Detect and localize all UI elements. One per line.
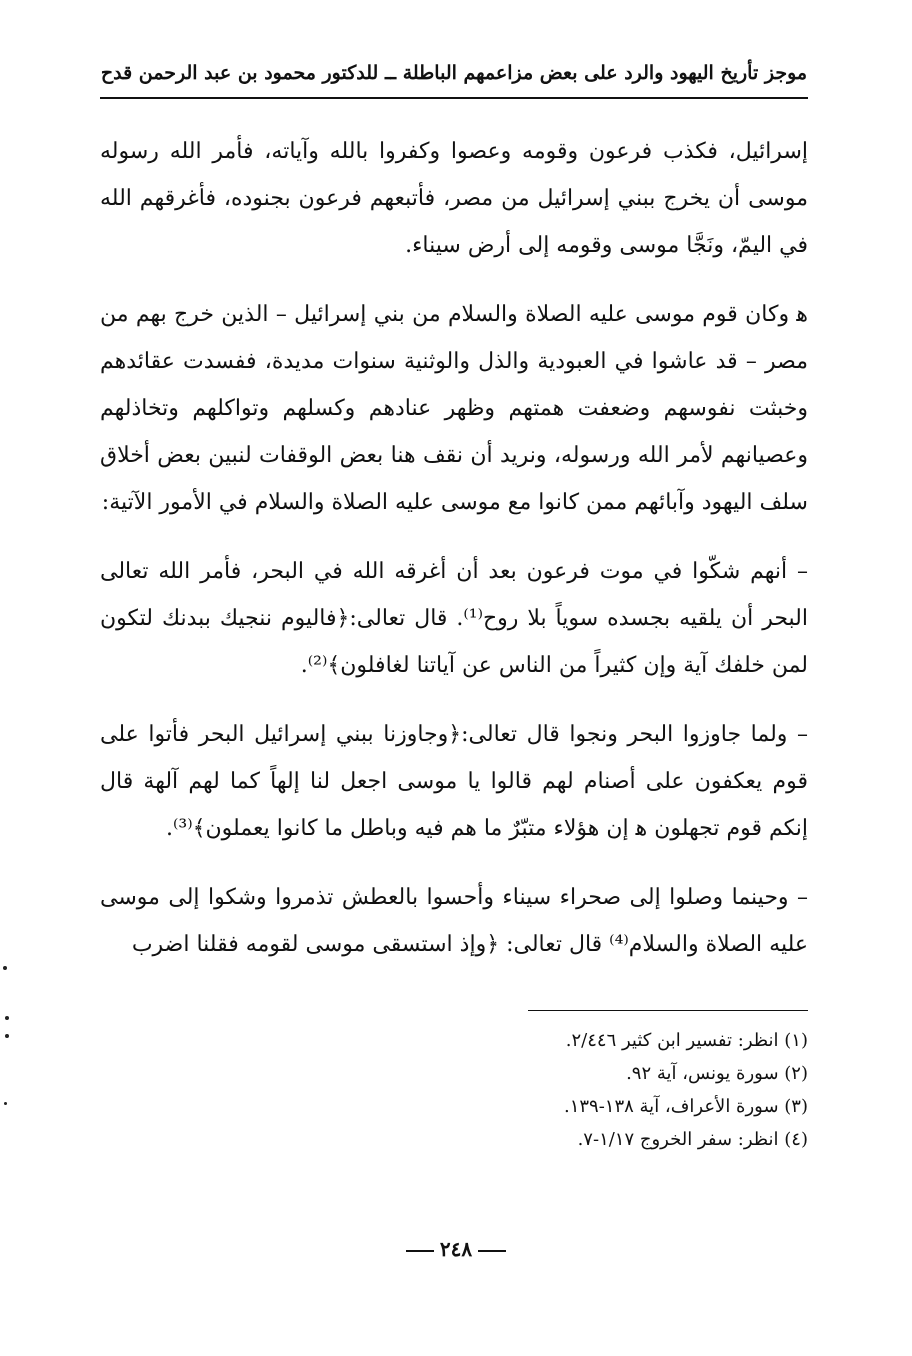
page-number-dash-left: [478, 1250, 506, 1252]
running-header: موجز تأريخ اليهود والرد على بعض مزاعمهم الباطلة ــ للدكتور محمود بن عبد الرحمن قدح: [100, 62, 808, 84]
footnote-1: (١) انظر: تفسير ابن كثير ٢/٤٤٦.: [565, 1030, 808, 1051]
scan-speck: [4, 1102, 7, 1105]
footnote-2: (٢) سورة يونس، آية ٩٢.: [626, 1063, 808, 1084]
scan-speck: [5, 1016, 9, 1020]
scan-speck: [5, 1034, 9, 1038]
page-number-value: ٢٤٨: [439, 1237, 473, 1261]
header-rule: [100, 97, 808, 99]
paragraph-2: ﻫ وكان قوم موسى عليه الصلاة والسلام من بني إسرائيل – الذين خرج بهم من مصر – قد عاشوا في العبودية والذل والوثنية سنوات مديدة، ففسدت عقائدهم وخبثت نفوسهم وضعفت همتهم وظهر عنادهم وكسلهم وتواكلهم وتخاذلهم وعصيانهم لأمر الله ورسوله، ونريد أن نقف هنا بعض الوقفات لنبين بعض أخلاق سلف اليهود وآبائهم ممن كانوا مع موسى عليه الصلاة والسلام في الأمور الآتية:: [100, 302, 808, 515]
page-number: [356, 1234, 556, 1264]
scan-speck: [3, 966, 7, 970]
paragraph-5: – وحينما وصلوا إلى صحراء سيناء وأحسوا بالعطش تذمروا وشكوا إلى موسى عليه الصلاة والسلام⁽⁴⁾ قال تعالى: ﴿وإذ استسقى موسى لقومه فقلنا اضرب: [100, 885, 808, 957]
paragraph-3: – أنهم شكّوا في موت فرعون بعد أن أغرقه الله في البحر، فأمر الله تعالى البحر أن يلقيه بجسده سوياً بلا روح⁽¹⁾. قال تعالى:﴿فاليوم ننجيك ببدنك لتكون لمن خلفك آية وإن كثيراً من الناس عن آياتنا لغافلون﴾⁽²⁾.: [100, 559, 808, 678]
paragraph-1: إسرائيل، فكذب فرعون وقومه وعصوا وكفروا بالله وآياته، فأمر الله رسوله موسى أن يخرج ببني إسرائيل من مصر، فأتبعهم فرعون بجنوده، فأغرقهم الله في اليمّ، ونَجَّا موسى وقومه إلى أرض سيناء.: [100, 139, 808, 258]
footnotes: [300, 1024, 808, 1156]
body-text: [100, 128, 808, 990]
footnote-4: (٤) انظر: سفر الخروج ١/١٧-٧.: [577, 1129, 808, 1150]
paragraph-4: – ولما جاوزوا البحر ونجوا قال تعالى:﴿وجاوزنا ببني إسرائيل البحر فأتوا على قوم يعكفون على أصنام لهم قالوا يا موسى اجعل لنا إلهاً كما لهم آلهة قال إنكم قوم تجهلون ﻫ إن هؤلاء متبّرٌ ما هم فيه وباطل ما كانوا يعملون﴾⁽³⁾.: [100, 722, 808, 841]
footnote-3: (٣) سورة الأعراف، آية ١٣٨-١٣٩.: [563, 1096, 808, 1117]
page-number-dash-right: [406, 1250, 434, 1252]
footnote-rule: [528, 1010, 808, 1011]
